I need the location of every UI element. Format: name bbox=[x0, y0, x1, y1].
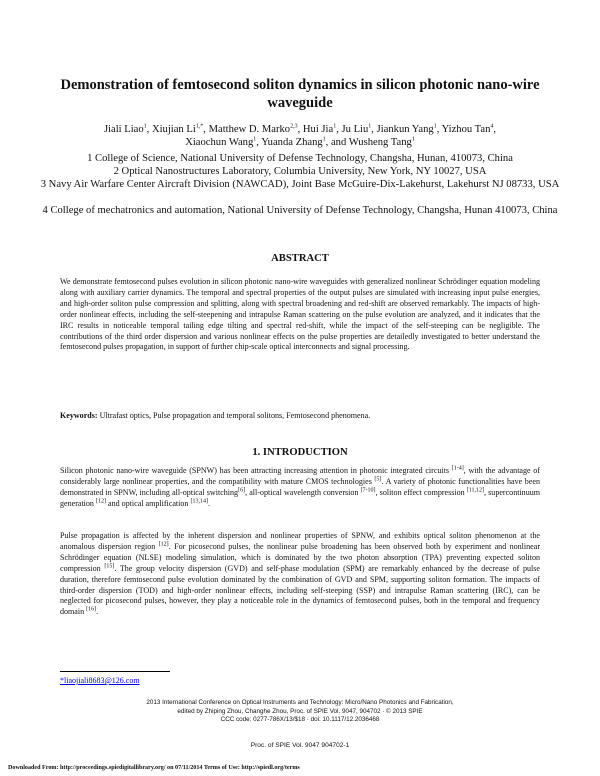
body-text: . bbox=[96, 607, 99, 617]
author-name: Ju Liu bbox=[341, 124, 369, 135]
body-text: . A variety of photonic functionalities have been demonstrated in SPNW, including all-optical switching bbox=[60, 476, 540, 497]
keywords-label: Keywords: bbox=[60, 411, 98, 420]
body-text: and optical amplification bbox=[105, 498, 191, 508]
affiliation-3: 3 Navy Air Warfare Center Aircraft Division (NAWCAD), Joint Base McGuire-Dix-Lakehurst, Lakehurst NJ 08733, USA bbox=[40, 179, 560, 190]
citation-ref[interactable]: [6] bbox=[238, 487, 246, 494]
citation-ref[interactable]: [13,14] bbox=[190, 498, 208, 505]
body-text: Pulse propagation is affected by the inherent dispersion and nonlinear properties of SPNW, and exhibits optical soliton phenomenon at the anomalous dispersion region bbox=[60, 531, 540, 551]
conference-line-2: edited by Zhiping Zhou, Changhe Zhou, Proc. of SPIE Vol. 9047, 904702 · © 2013 SPIE bbox=[177, 707, 423, 715]
author-affiliation-mark: 1 bbox=[433, 123, 437, 130]
body-text: , all-optical wavelength conversion bbox=[245, 487, 361, 497]
citation-ref[interactable]: [12] bbox=[158, 541, 169, 548]
footnote-email-link[interactable]: *liaojiali8683@126.com bbox=[60, 676, 140, 685]
keywords-text: Ultrafast optics, Pulse propagation and temporal solitons, Femtosecond phenomena. bbox=[97, 411, 371, 420]
paper-title: Demonstration of femtosecond soliton dynamics in silicon photonic nano-wire waveguide bbox=[60, 77, 540, 111]
author-name: Yizhou Tan bbox=[441, 124, 491, 135]
citation-ref[interactable]: [15] bbox=[104, 563, 115, 570]
author-separator: , bbox=[256, 137, 262, 148]
author-affiliation-mark: 1 bbox=[322, 136, 326, 143]
author-affiliation-mark: 1 bbox=[368, 123, 372, 130]
author-separator: , bbox=[203, 124, 209, 135]
download-notice: Downloaded From: http://proceedings.spiedigitallibrary.org/ on 07/11/2014 Terms of Use: http://spiedl.org/terms bbox=[8, 765, 300, 771]
affiliation-1: 1 College of Science, National University of Defense Technology, Changsha, Hunan, 410073, China bbox=[87, 153, 513, 164]
author-separator: , bbox=[371, 124, 377, 135]
introduction-heading: 1. INTRODUCTION bbox=[252, 447, 348, 458]
intro-paragraph-2 bbox=[60, 531, 540, 618]
citation-ref[interactable]: [12] bbox=[95, 498, 106, 505]
author-separator: , bbox=[146, 124, 152, 135]
author-separator: , bbox=[336, 124, 342, 135]
abstract-text: We demonstrate femtosecond pulses evolution in silicon photonic nano-wire waveguides with generalized nonlinear Schrödinger equation modeling along with auxiliary carrier dynamics. The temporal and spectral properties of the output pulses are simulated with increasing input pulse energies, and high-order soliton pulse compression and splitting, along with spectral broadening and red-shift are observed remarkably. The impacts of high-order nonlinear effects, including the self-steepening and intrapulse Raman scattering on the pulse evolution are analyzed, and it indicates that the IRC results in noticeable temporal tailing edge tilting and spectral red-shift, while the impact of the self-steeping can be negligible. The contributions of the third order dispersion and various nonlinear effects on the pulse properties are detailedly investigated to better understand the femtosecond pulses propagation, in support of further chip-scale optical interconnects and signal processing. bbox=[60, 277, 540, 352]
conference-line-3: CCC code: 0277-786X/13/$18 · doi: 10.1117/12.2036468 bbox=[220, 716, 380, 724]
author-affiliation-mark: 2,3 bbox=[290, 123, 298, 130]
affiliation-4: 4 College of mechatronics and automation, National University of Defense Technology, Changsha, Hunan 410073, China bbox=[42, 205, 558, 216]
author-separator: , and bbox=[325, 137, 349, 148]
author-name: Yuanda Zhang bbox=[261, 137, 323, 148]
body-text: , soliton effect compression bbox=[375, 487, 467, 497]
footnote-divider bbox=[60, 671, 170, 672]
author-affiliation-mark: 1,* bbox=[195, 123, 204, 130]
author-affiliation-mark: 1 bbox=[253, 136, 257, 143]
citation-ref[interactable]: [1-4] bbox=[451, 465, 464, 472]
citation-ref[interactable]: [16] bbox=[86, 606, 97, 613]
author-affiliation-mark: 1 bbox=[411, 136, 415, 143]
author-affiliation-mark: 4 bbox=[490, 123, 494, 130]
author-separator: , bbox=[297, 124, 303, 135]
author-affiliation-mark: 1 bbox=[143, 123, 147, 130]
body-text: . For picosecond pulses, the nonlinear pulse broadening has been observed both by experiment and nonlinear Schrödinger equation (NLSE) modeling simulation, which is dominated by the two photon absorption (TPA) preventing expected soliton compression bbox=[60, 541, 540, 573]
author-name: Matthew D. Marko bbox=[208, 124, 291, 135]
keywords bbox=[60, 411, 540, 422]
author-name: Jiankun Yang bbox=[376, 124, 434, 135]
intro-paragraph-1 bbox=[60, 466, 540, 510]
citation-ref[interactable]: [5] bbox=[374, 476, 382, 483]
body-text: Silicon photonic nano-wire waveguide (SPNW) has been attracting increasing attention in photonic integrated circuits bbox=[60, 466, 452, 475]
author-name: Wusheng Tang bbox=[348, 137, 412, 148]
body-text: , with the advantage of considerably large nonlinear properties, and the compatibility with mature CMOS technologies bbox=[60, 466, 540, 486]
conference-info bbox=[50, 699, 550, 725]
abstract-heading: ABSTRACT bbox=[271, 253, 329, 264]
body-text: . The group velocity dispersion (GVD) and self-phase modulation (SPM) are remarkably enhanced by the decrease of pulse duration, therefore femtosecond pulse evolution dominated by the combination of GVD and SPM, supporting soliton formation. The impacts of third-order dispersion (TOD) and high-order nonlinear effects, including self-steeping (SSP) and intrapulse Raman scattering (IRC), can be neglected for picosecond pulses, however, they play a noticeable role in the dynamics of femtosecond pulses, both in the temporal and frequency domain bbox=[60, 563, 540, 617]
citation-ref[interactable]: [11,12] bbox=[466, 487, 485, 494]
author-affiliation-mark: 1 bbox=[333, 123, 337, 130]
page-number: Proc. of SPIE Vol. 9047 904702-1 bbox=[250, 742, 350, 749]
body-text: . bbox=[207, 498, 210, 508]
author-list: Jiali Liao$^1$, Xiujian $Li^{1,*}$, Matthew D. Marko$^{2,3}$, Hui Jia$^1$, Ju Liu$^1$, Jiankun Yang$^1$, Yizhou Tan$^4$, Xiaochun Wang$^1$, Yuanda Zhang$^1$, and Wusheng Tang$^1$ bbox=[103, 123, 497, 148]
author-name: Hui Jia bbox=[302, 124, 334, 135]
author-name: Xiujian Li bbox=[151, 124, 196, 135]
conference-line-1: 2013 International Conference on Optical Instruments and Technology: Micro/Nano Photonics and Fabrication, bbox=[146, 699, 454, 706]
author-name: Xiaochun Wang bbox=[185, 137, 254, 148]
citation-ref[interactable]: [7-10] bbox=[360, 487, 376, 494]
body-text: , supercontinuum generation bbox=[60, 487, 541, 508]
author-name: Jiali Liao bbox=[103, 124, 144, 135]
author-separator: , bbox=[436, 124, 442, 135]
affiliation-2: 2 Optical Nanostructures Laboratory, Columbia University, New York, NY 10027, USA bbox=[113, 166, 487, 177]
